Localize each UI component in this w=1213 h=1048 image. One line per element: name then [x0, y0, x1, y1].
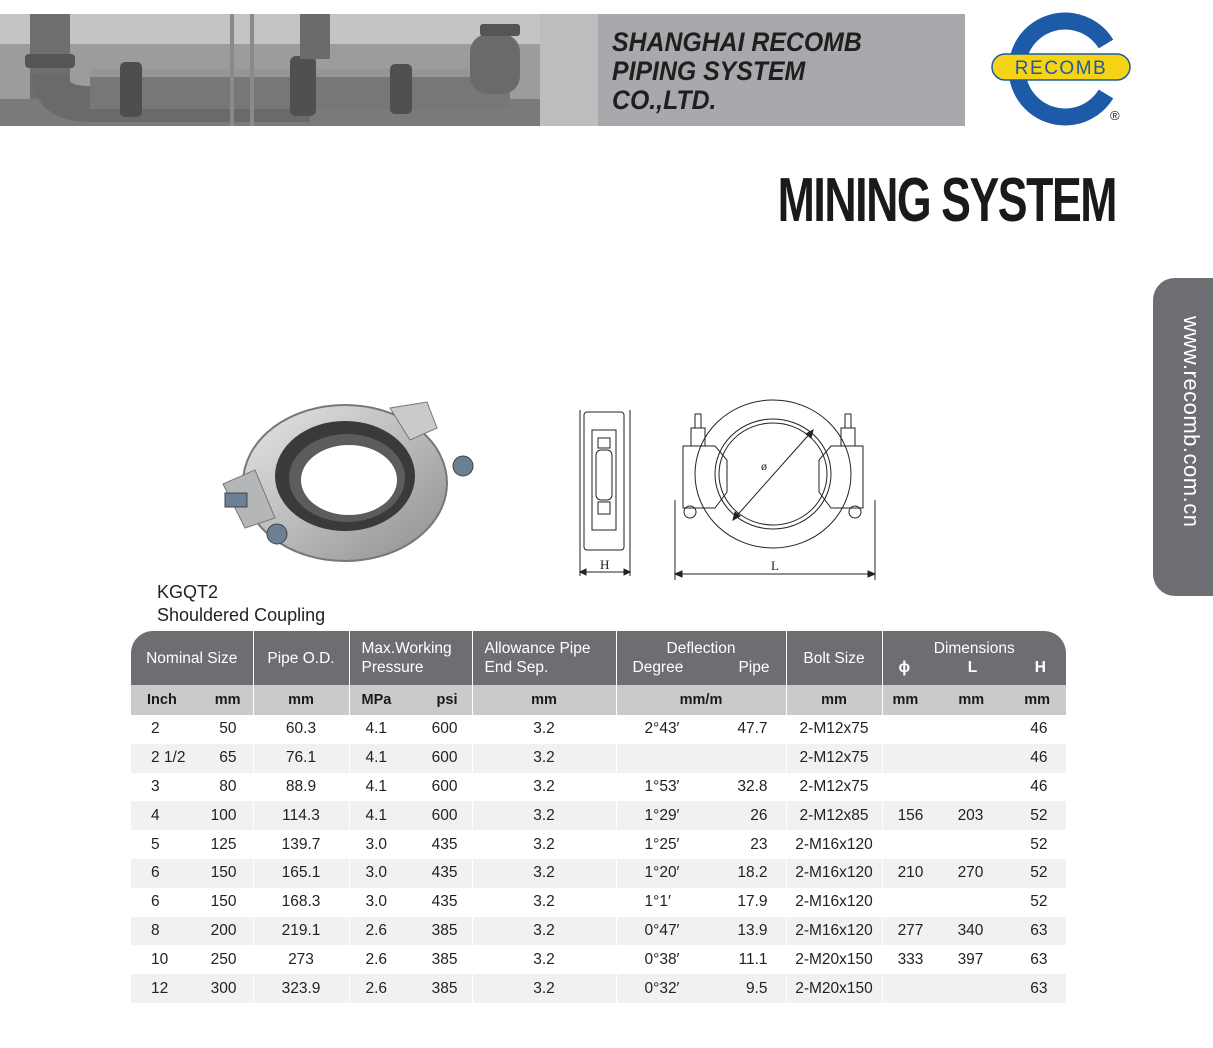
- pipes-illustration: [0, 14, 598, 126]
- cell-od: 88.9: [253, 773, 349, 802]
- cell-deflection: [616, 801, 786, 830]
- cell-nominal: [131, 744, 253, 773]
- cell-nominal: [131, 974, 253, 1003]
- col-dim-h: H: [1034, 659, 1046, 676]
- cell-pipe: 9.5: [745, 979, 768, 997]
- cell-od: 60.3: [253, 715, 349, 744]
- cell-phi: [883, 980, 939, 998]
- col-deflection-pipe: Pipe: [738, 659, 770, 676]
- website-url: www.recomb.com.cn: [1179, 316, 1204, 528]
- cell-od: 165.1: [253, 859, 349, 888]
- col-bolt-size: Bolt Size: [786, 631, 882, 685]
- diameter-label: ø: [761, 459, 767, 473]
- unit-dim-h: mm: [1024, 692, 1050, 708]
- cell-deflection: [616, 773, 786, 802]
- cell-sep: 3.2: [472, 859, 616, 888]
- col-dim-phi: ϕ: [898, 659, 911, 676]
- cell-h: 52: [1030, 835, 1048, 853]
- cell-bolt: 2-M16x120: [786, 859, 882, 888]
- height-label: H: [600, 557, 610, 572]
- cell-degree: 1°29′: [644, 806, 680, 824]
- recomb-logo: [990, 12, 1132, 124]
- cell-sep: 3.2: [472, 715, 616, 744]
- cell-psi: 435: [431, 835, 458, 853]
- cell-degree: 1°20′: [644, 864, 680, 882]
- cell-mm: 150: [210, 893, 237, 911]
- cell-dimensions: [882, 715, 1066, 744]
- registered-mark: ®: [1110, 108, 1120, 123]
- cell-bolt: 2-M16x120: [786, 830, 882, 859]
- cell-l: [939, 836, 1003, 854]
- cell-psi: 385: [431, 979, 458, 997]
- unit-bolt: mm: [786, 685, 882, 715]
- length-label: L: [771, 558, 779, 573]
- cell-mm: 250: [210, 950, 237, 968]
- cell-inch: 2 1/2: [151, 749, 186, 767]
- cell-mpa: 4.1: [365, 806, 388, 824]
- cell-l: 270: [957, 864, 984, 882]
- cell-sep: 3.2: [472, 888, 616, 917]
- table-row: [131, 974, 1066, 1003]
- table-row: [131, 715, 1066, 744]
- cell-degree: 1°25′: [644, 835, 680, 853]
- cell-pressure: [349, 859, 472, 888]
- cell-pressure: [349, 945, 472, 974]
- unit-inch: Inch: [147, 692, 177, 708]
- cell-phi: [883, 720, 939, 738]
- unit-pressure: [349, 685, 472, 715]
- cell-inch: 6: [151, 864, 160, 882]
- cell-dimensions: [882, 945, 1066, 974]
- cell-phi: 333: [897, 950, 924, 968]
- unit-psi: psi: [436, 692, 458, 708]
- cell-pipe: 13.9: [737, 921, 768, 939]
- cell-phi: 277: [897, 921, 924, 939]
- cell-mm: 200: [210, 921, 237, 939]
- cell-dimensions: [882, 859, 1066, 888]
- cell-deflection: [616, 859, 786, 888]
- cell-sep: 3.2: [472, 917, 616, 946]
- cell-deflection: [616, 830, 786, 859]
- unit-deflection: mm/m: [616, 685, 786, 715]
- cell-phi: 210: [897, 864, 924, 882]
- cell-pipe: 32.8: [737, 777, 768, 795]
- cell-h: 63: [1030, 950, 1048, 968]
- unit-mm-nominal: mm: [214, 692, 241, 708]
- cell-psi: 600: [431, 720, 458, 738]
- cell-mm: 150: [210, 864, 237, 882]
- cell-bolt: 2-M12x85: [786, 801, 882, 830]
- logo-text: RECOMB: [1014, 58, 1108, 79]
- cell-pressure: [349, 974, 472, 1003]
- cell-dimensions: [882, 917, 1066, 946]
- cell-od: 168.3: [253, 888, 349, 917]
- cell-psi: 385: [431, 950, 458, 968]
- cell-deflection: [616, 715, 786, 744]
- table-row: [131, 945, 1066, 974]
- cell-mm: 65: [219, 749, 237, 767]
- cell-nominal: [131, 917, 253, 946]
- cell-pipe: 23: [750, 835, 768, 853]
- col-pipe-od: Pipe O.D.: [253, 631, 349, 685]
- header-banner: [0, 14, 965, 126]
- cell-l: [939, 720, 1003, 738]
- cell-phi: 156: [897, 806, 924, 824]
- cell-deflection: [616, 917, 786, 946]
- cell-degree: 0°32′: [644, 979, 680, 997]
- cell-l: 397: [957, 950, 984, 968]
- col-dimensions-title: Dimensions: [933, 640, 1015, 657]
- side-view-drawing: [570, 400, 640, 585]
- cell-pressure: [349, 801, 472, 830]
- cell-dimensions: [882, 974, 1066, 1003]
- cell-h: 52: [1030, 893, 1048, 911]
- table-row: [131, 773, 1066, 802]
- unit-dim-l: mm: [958, 692, 985, 708]
- col-pressure-line-2: Pressure: [361, 659, 424, 676]
- cell-dimensions: [882, 801, 1066, 830]
- cell-h: 46: [1030, 777, 1048, 795]
- company-name-line-2: PIPING SYSTEM: [612, 56, 806, 86]
- cell-psi: 435: [431, 864, 458, 882]
- cell-nominal: [131, 773, 253, 802]
- unit-row: [131, 685, 1066, 715]
- cell-inch: 6: [151, 893, 160, 911]
- spec-table: [131, 631, 1067, 1003]
- unit-allowance: mm: [472, 685, 616, 715]
- cell-degree: 2°43′: [644, 720, 680, 738]
- cell-mpa: 3.0: [365, 864, 388, 882]
- cell-inch: 10: [151, 950, 169, 968]
- product-code: KGQT2: [157, 582, 219, 602]
- cell-mpa: 4.1: [365, 720, 388, 738]
- front-view-drawing: [655, 400, 895, 585]
- cell-h: 63: [1030, 921, 1048, 939]
- col-pressure-line-1: Max.Working: [361, 640, 452, 657]
- cell-nominal: [131, 945, 253, 974]
- col-deflection-degree: Degree: [632, 659, 684, 676]
- cell-inch: 2: [151, 720, 160, 738]
- cell-inch: 3: [151, 777, 160, 795]
- cell-bolt: 2-M16x120: [786, 917, 882, 946]
- cell-mm: 100: [210, 806, 237, 824]
- cell-bolt: 2-M16x120: [786, 888, 882, 917]
- cell-phi: [883, 778, 939, 796]
- cell-deflection: [616, 974, 786, 1003]
- cell-pressure: [349, 744, 472, 773]
- cell-degree: 1°1′: [644, 893, 671, 911]
- cell-phi: [883, 836, 939, 854]
- table-row: [131, 830, 1066, 859]
- cell-l: [939, 749, 1003, 767]
- cell-nominal: [131, 830, 253, 859]
- cell-nominal: [131, 859, 253, 888]
- cell-sep: 3.2: [472, 744, 616, 773]
- cell-sep: 3.2: [472, 945, 616, 974]
- cell-od: 76.1: [253, 744, 349, 773]
- cell-mm: 50: [219, 720, 237, 738]
- cell-phi: [883, 749, 939, 767]
- cell-od: 114.3: [253, 801, 349, 830]
- cell-bolt: 2-M20x150: [786, 945, 882, 974]
- cell-sep: 3.2: [472, 974, 616, 1003]
- table-row: [131, 917, 1066, 946]
- cell-l: 340: [957, 921, 984, 939]
- cell-nominal: [131, 801, 253, 830]
- cell-psi: 435: [431, 893, 458, 911]
- cell-l: [939, 980, 1003, 998]
- cell-mpa: 3.0: [365, 893, 388, 911]
- cell-od: 219.1: [253, 917, 349, 946]
- col-nominal-size: Nominal Size: [131, 631, 253, 685]
- cell-degree: 0°47′: [644, 921, 680, 939]
- cell-psi: 600: [431, 777, 458, 795]
- col-allowance: [472, 631, 616, 685]
- cell-od: 323.9: [253, 974, 349, 1003]
- unit-mpa: MPa: [361, 692, 392, 708]
- cell-pressure: [349, 773, 472, 802]
- cell-mpa: 3.0: [365, 835, 388, 853]
- cell-h: 52: [1030, 806, 1048, 824]
- cell-h: 46: [1030, 720, 1048, 738]
- cell-dimensions: [882, 773, 1066, 802]
- cell-sep: 3.2: [472, 801, 616, 830]
- cell-mm: 300: [210, 979, 237, 997]
- cell-phi: [883, 893, 939, 911]
- cell-l: 203: [957, 806, 984, 824]
- cell-pressure: [349, 917, 472, 946]
- cell-bolt: 2-M12x75: [786, 773, 882, 802]
- section-title: MINING SYSTEM: [777, 166, 1116, 235]
- coupling-photo: [215, 398, 485, 570]
- cell-inch: 12: [151, 979, 169, 997]
- cell-inch: 8: [151, 921, 160, 939]
- cell-psi: 385: [431, 921, 458, 939]
- unit-dimensions: [882, 685, 1066, 715]
- unit-nominal: [131, 685, 253, 715]
- cell-mpa: 4.1: [365, 777, 388, 795]
- cell-od: 139.7: [253, 830, 349, 859]
- company-name-panel: [598, 14, 965, 126]
- cell-mpa: 2.6: [365, 921, 388, 939]
- cell-bolt: 2-M20x150: [786, 974, 882, 1003]
- cell-pressure: [349, 715, 472, 744]
- cell-bolt: 2-M12x75: [786, 715, 882, 744]
- cell-degree: 0°38′: [644, 950, 680, 968]
- cell-deflection: [616, 945, 786, 974]
- cell-l: [939, 893, 1003, 911]
- unit-dim-phi: mm: [892, 692, 919, 708]
- cell-bolt: 2-M12x75: [786, 744, 882, 773]
- cell-sep: 3.2: [472, 773, 616, 802]
- cell-l: [939, 778, 1003, 796]
- table-row: [131, 888, 1066, 917]
- company-name-line-1: SHANGHAI RECOMB: [612, 27, 862, 57]
- cell-inch: 5: [151, 835, 160, 853]
- col-deflection: [616, 631, 786, 685]
- cell-dimensions: [882, 888, 1066, 917]
- cell-mm: 125: [210, 835, 237, 853]
- cell-inch: 4: [151, 806, 160, 824]
- cell-mpa: 2.6: [365, 950, 388, 968]
- col-deflection-title: Deflection: [666, 640, 736, 657]
- cell-sep: 3.2: [472, 830, 616, 859]
- cell-mm: 80: [219, 777, 237, 795]
- cell-psi: 600: [431, 749, 458, 767]
- col-dimensions: [882, 631, 1066, 685]
- cell-degree: 1°53′: [644, 777, 680, 795]
- cell-pipe: 17.9: [737, 893, 768, 911]
- cell-pipe: 18.2: [737, 864, 768, 882]
- cell-deflection: [616, 744, 786, 773]
- product-name: Shouldered Coupling: [157, 605, 326, 625]
- table-row: [131, 801, 1066, 830]
- cell-pipe: 11.1: [738, 950, 768, 968]
- pipes-photo: [0, 14, 598, 126]
- col-allowance-line-2: End Sep.: [484, 659, 549, 676]
- table-row: [131, 744, 1066, 773]
- cell-h: 46: [1030, 749, 1048, 767]
- cell-h: 63: [1030, 979, 1048, 997]
- col-allowance-line-1: Allowance Pipe: [484, 640, 591, 657]
- cell-od: 273: [253, 945, 349, 974]
- cell-nominal: [131, 888, 253, 917]
- cell-pipe: 26: [750, 806, 768, 824]
- cell-psi: 600: [431, 806, 458, 824]
- cell-pressure: [349, 888, 472, 917]
- header-row: [131, 631, 1066, 685]
- cell-deflection: [616, 888, 786, 917]
- cell-mpa: 2.6: [365, 979, 388, 997]
- col-dim-l: L: [967, 659, 978, 676]
- cell-mpa: 4.1: [365, 749, 388, 767]
- cell-dimensions: [882, 830, 1066, 859]
- col-pressure: [349, 631, 472, 685]
- cell-pipe: 47.7: [737, 720, 768, 738]
- company-name-line-3: CO.,LTD.: [612, 85, 717, 115]
- cell-pressure: [349, 830, 472, 859]
- cell-nominal: [131, 715, 253, 744]
- cell-h: 52: [1030, 864, 1048, 882]
- cell-dimensions: [882, 744, 1066, 773]
- unit-od: mm: [253, 685, 349, 715]
- table-row: [131, 859, 1066, 888]
